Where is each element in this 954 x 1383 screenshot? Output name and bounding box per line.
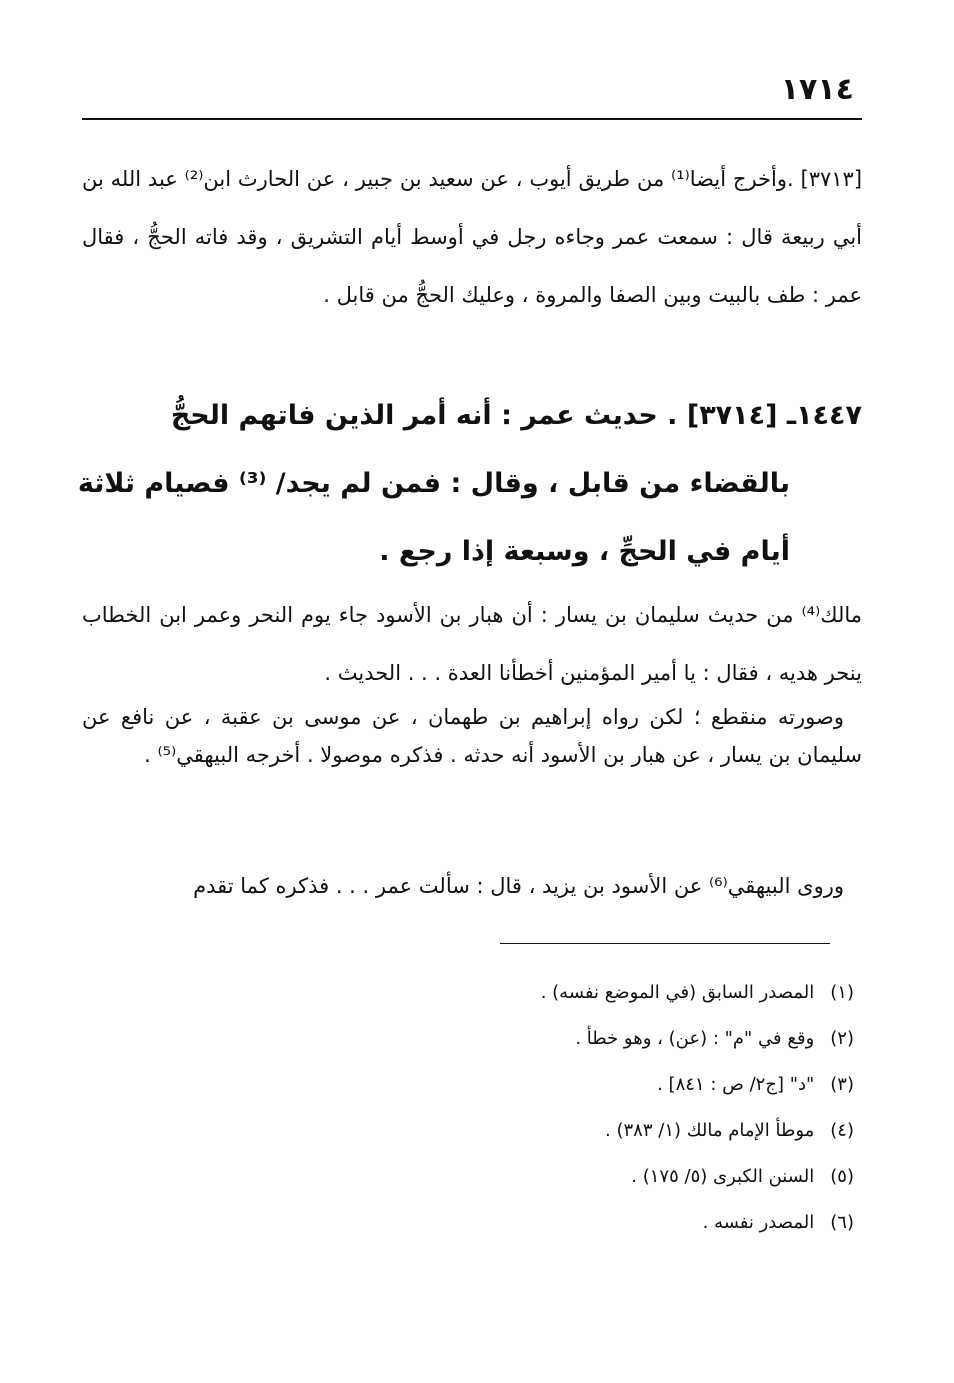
footnote-text: وقع في "م" : (عن) ، وهو خطأ . [575, 1028, 815, 1049]
footnote-text: "د" [ج٢/ ص : ٨٤١] . [657, 1074, 815, 1095]
footnote-text: موطأ الإمام مالك (١/ ٣٨٣) . [605, 1120, 815, 1141]
header-divider [82, 118, 862, 120]
hadith-line-2: بالقضاء من قابل ، وقال : فمن لم يجد/ ⁽³⁾ فصيام ثلاثة [77, 468, 790, 499]
footnote-text: المصدر نفسه . [702, 1212, 815, 1233]
hadith-line-1: ١٤٤٧ـ [٣٧١٤] . حديث عمر : أنه أمر الذين فاتهم الحجُّ [170, 400, 862, 431]
footnote-number: (٦) [830, 1212, 854, 1233]
book-page [77, 0, 863, 1383]
footnote-divider [500, 943, 830, 944]
footnote-number: (٣) [830, 1074, 854, 1095]
footnote-item [82, 1016, 854, 1062]
footnote-number: (٤) [830, 1120, 854, 1141]
footnote-text: السنن الكبرى (٥/ ١٧٥) . [631, 1166, 815, 1187]
footnotes-list [82, 970, 854, 1246]
paragraph-malik: مالك⁽⁴⁾ من حديث سليمان بن يسار : أن هبار بن الأسود جاء يوم النحر وعمر ابن الخطاب ينحر هديه ، فقال : يا أمير المؤمنين أخطأنا العدة . . . الحديث . [82, 603, 862, 685]
footnote-item [82, 1200, 854, 1246]
footnote-number: (٢) [830, 1028, 854, 1049]
footnote-item [82, 1108, 854, 1154]
footnote-item [82, 1154, 854, 1200]
footnote-item [82, 1062, 854, 1108]
page-number: ١٧١٤ [780, 72, 854, 107]
paragraph-narration: [٣٧١٣] .وأخرج أيضا⁽¹⁾ من طريق أيوب ، عن سعيد بن جبير ، عن الحارث ابن⁽²⁾ عبد الله بن أبي ربيعة قال : سمعت عمر وجاءه رجل في أوسط أيام التشريق ، وقد فاته الحجُّ ، فقال عمر : طف بالبيت وبين الصفا والمروة ، وعليك الحجُّ من قابل . [82, 167, 863, 307]
footnote-number: (٥) [830, 1166, 854, 1187]
hadith-line-3: أيام في الحجِّ ، وسبعة إذا رجع . [379, 536, 790, 567]
footnote-text: المصدر السابق (في الموضع نفسه) . [540, 982, 815, 1003]
footnote-number: (١) [830, 982, 854, 1003]
hadith-heading [77, 382, 862, 586]
paragraph-chain: وصورته منقطع ؛ لكن رواه إبراهيم بن طهمان ، عن موسى بن عقبة ، عن نافع عن سليمان بن يسار ، عن هبار بن الأسود أنه حدثه . فذكره موصولا . أخرجه البيهقي⁽⁵⁾ . [82, 705, 862, 767]
paragraph-bayhaqi: وروى البيهقي⁽⁶⁾ عن الأسود بن يزيد ، قال : سألت عمر . . . فذكره كما تقدم [193, 874, 844, 898]
footnote-item [82, 970, 854, 1016]
